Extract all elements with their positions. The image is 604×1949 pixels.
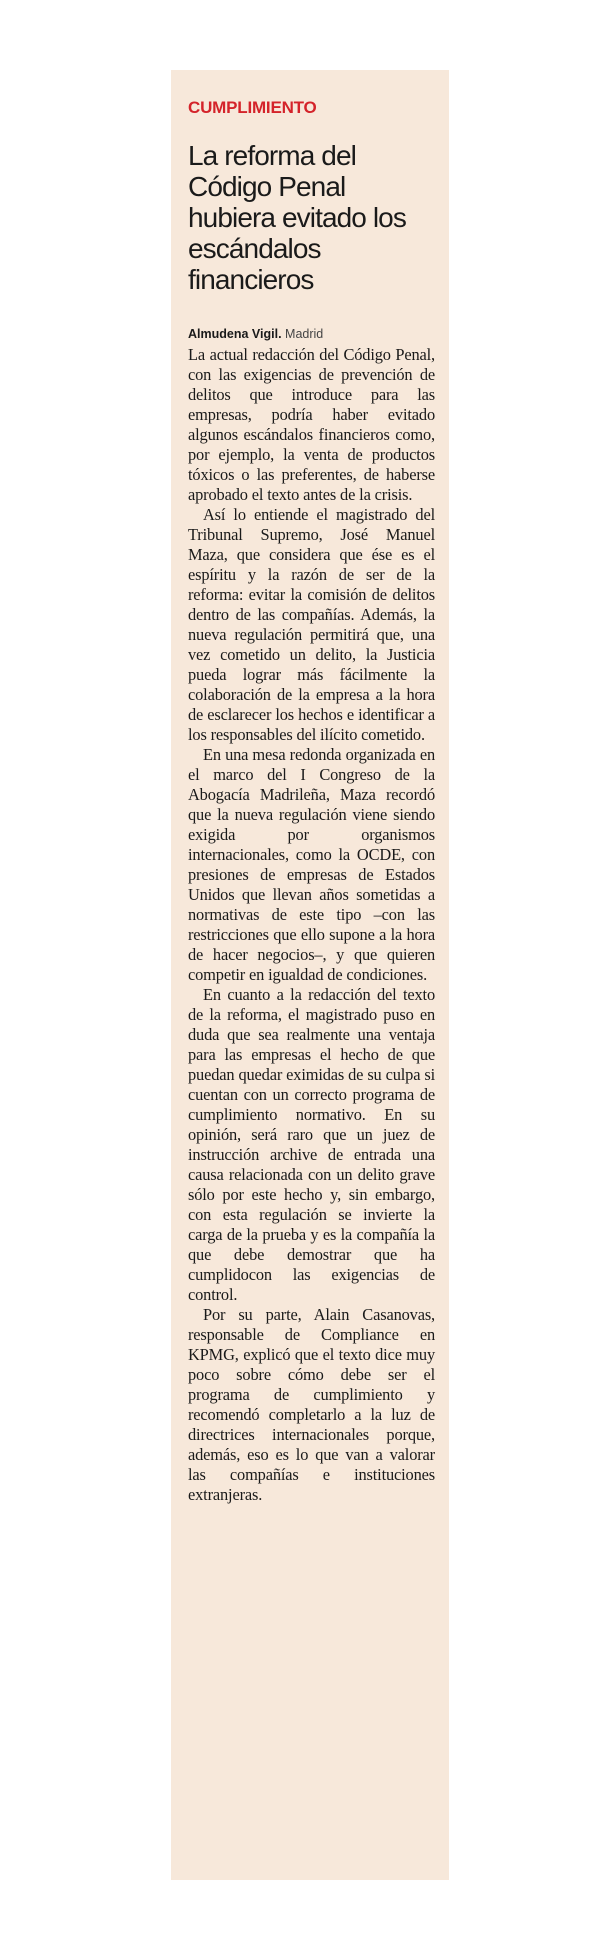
dateline-city: Madrid xyxy=(285,327,324,341)
article-body xyxy=(188,345,435,1505)
headline: La reforma del Código Penal hubiera evitado los escándalos financieros xyxy=(188,140,406,295)
paragraph-1: La actual redacción del Código Penal, con las exigencias de prevención de delitos que introduce para las empresas, podría haber evitado algunos escándalos financieros como, por ejemplo, la venta de productos tóxicos o las preferentes, de haberse aprobado el texto antes de la crisis. xyxy=(188,345,435,504)
paragraph-4: En cuanto a la redacción del texto de la reforma, el magistrado puso en duda que sea realmente una ventaja para las empresas el hecho de que puedan quedar eximidas de su culpa si cuentan con un correcto programa de cumplimiento normativo. En su opinión, será raro que un juez de instrucción archive de entrada una causa relacionada con un delito grave sólo por este hecho y, sin embargo, con esta regulación se invierte la carga de la prueba y es la compañía la que debe demostrar que ha cumplidocon las exigencias de control. xyxy=(188,985,435,1304)
paragraph-5: Por su parte, Alain Casanovas, responsable de Compliance en KPMG, explicó que el texto dice muy poco sobre cómo debe ser el programa de cumplimiento y recomendó completarlo a la luz de directrices internacionales porque, además, eso es lo que van a valorar las compañías e instituciones extranjeras. xyxy=(188,1305,435,1504)
paragraph-2: Así lo entiende el magistrado del Tribunal Supremo, José Manuel Maza, que considera que ése es el espíritu y la razón de ser de la reforma: evitar la comisión de delitos dentro de las compañías. Además, la nueva regulación permitirá que, una vez cometido un delito, la Justicia pueda lograr más fácilmente la colaboración de la empresa a la hora de esclarecer los hechos e identificar a los responsables del ilícito cometido. xyxy=(188,505,435,744)
paragraph-3: En una mesa redonda organizada en el marco del I Congreso de la Abogacía Madrileña, Maza recordó que la nueva regulación viene siendo exigida por organismos internacionales, como la OCDE, con presiones de empresas de Estados Unidos que llevan años sometidas a normativas de este tipo –con las restricciones que ello supone a la hora de hacer negocios–, y que quieren competir en igualdad de condiciones. xyxy=(188,745,435,984)
news-clipping xyxy=(171,70,449,1880)
author-name: Almudena Vigil. xyxy=(188,327,282,341)
byline xyxy=(188,325,435,343)
section-label: CUMPLIMIENTO xyxy=(188,98,317,117)
